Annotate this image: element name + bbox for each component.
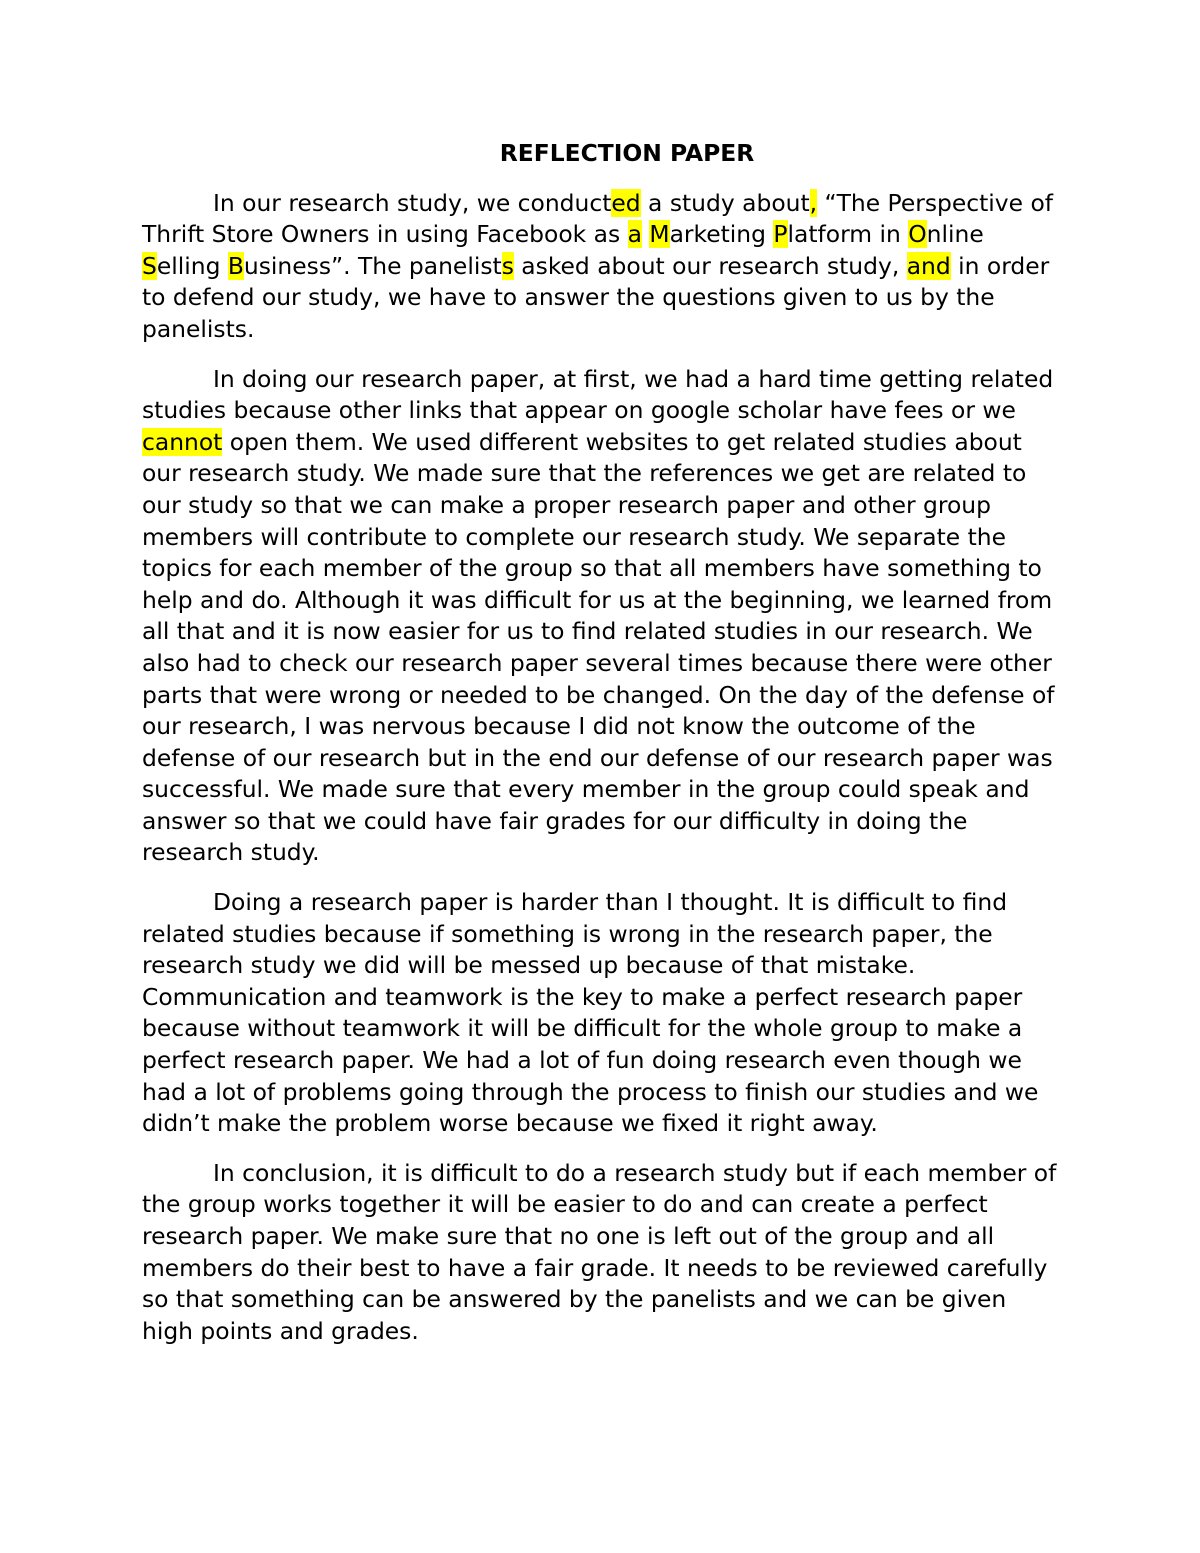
highlighted-text: M	[649, 220, 670, 249]
document-title: REFLECTION PAPER	[499, 139, 755, 167]
paragraph-1	[142, 188, 1062, 346]
highlighted-text: P	[773, 220, 788, 249]
text-run: “The Perspective of Thrift Store Owners in using Facebook as	[142, 188, 1054, 249]
document-body	[142, 138, 1062, 1365]
highlighted-text: O	[908, 220, 927, 249]
highlighted-text: a	[627, 220, 642, 249]
text-run: open them. We used different websites to get related studies about our research study. We made sure that the references we get are related to our study so that we can make a proper research paper and other group members will contribute to complete our research study. We separate the topics for each member of the group so that all members have something to help and do. Although it was difficult for us at the beginning, we learned from all that and it is now easier for us to find related studies in our research. We also had to check our research paper several times because there were other parts that were wrong or needed to be changed. On the day of the defense of our research, I was nervous because I did not know the outcome of the defense of our research but in the end our defense of our research paper was successful. We made sure that every member in the group could speak and answer so that we could have fair grades for our difficulty in doing the research study.	[142, 427, 1055, 867]
text-run: In our research study, we conduct	[213, 188, 612, 217]
text-run: nline	[926, 220, 984, 249]
text-run: Doing a research paper is harder than I thought. It is difficult to find related studies because if something is wrong in the research paper, the research study we did will be messed up because of that mistake. Communication and teamwork is the key to make a perfect research paper because without teamwork it will be difficult for the whole group to make a perfect research paper. We had a lot of fun doing research even though we had a lot of problems going through the process to finish our studies and we didn’t make the problem worse because we fixed it right away.	[142, 888, 1039, 1138]
text-run: asked about our research study,	[513, 251, 907, 280]
text-run: in order to defend our study, we have to answer the questions given to us by the panelists.	[142, 251, 1050, 343]
text-run: usiness”. The panelist	[243, 251, 502, 280]
text-run: elling	[156, 251, 228, 280]
highlighted-text: ed	[611, 188, 641, 217]
highlighted-text: ,	[809, 188, 818, 217]
highlighted-text: cannot	[142, 427, 223, 456]
text-run: a study about	[640, 188, 810, 217]
highlighted-text: B	[227, 251, 244, 280]
text-run: In conclusion, it is difficult to do a research study but if each member of the group works together it will be easier to do and can create a perfect research paper. We make sure that no one is left out of the group and all members do their best to have a fair grade. It needs to be reviewed carefully so that something can be answered by the panelists and we can be given high points and grades.	[142, 1158, 1057, 1345]
paragraph-3	[142, 887, 1062, 1140]
text-run: latform in	[787, 220, 909, 249]
text-run: In doing our research paper, at first, we had a hard time getting related studies because other links that appear on google scholar have fees or we	[142, 364, 1054, 425]
paragraph-4	[142, 1158, 1062, 1348]
highlighted-text: s	[501, 251, 514, 280]
paragraphs-container	[142, 188, 1062, 1348]
highlighted-text: and	[906, 251, 951, 280]
paragraph-2	[142, 364, 1062, 870]
text-run: arketing	[669, 220, 774, 249]
highlighted-text: S	[142, 251, 157, 280]
